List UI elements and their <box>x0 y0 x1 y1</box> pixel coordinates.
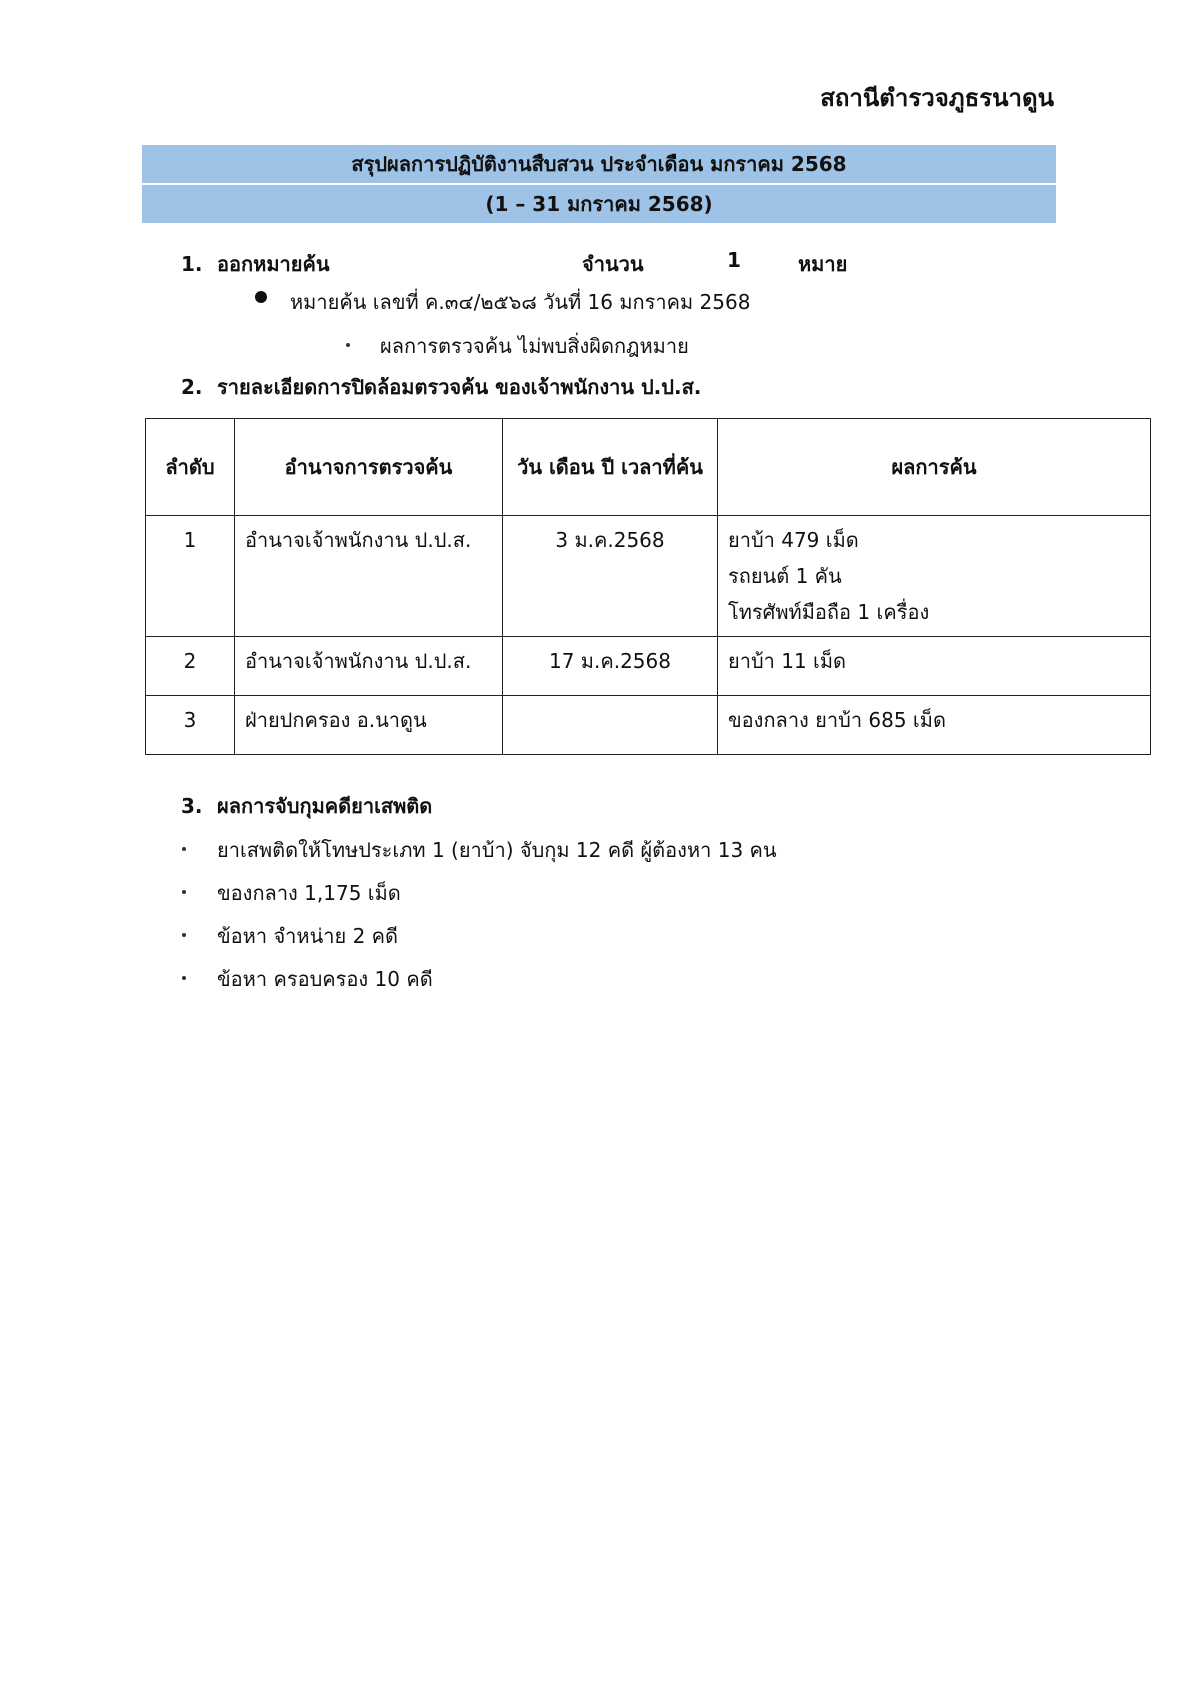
table-row <box>146 637 1151 696</box>
section-1-heading <box>181 248 330 280</box>
row-results <box>718 637 1151 696</box>
header-order: ลำดับ <box>146 419 235 516</box>
result-line: ของกลาง ยาบ้า 685 เม็ด <box>728 708 946 732</box>
banner-period: (1 – 31 มกราคม 2568) <box>142 183 1056 223</box>
row-date: 17 ม.ค.2568 <box>503 637 718 696</box>
search-result: ผลการตรวจค้น ไม่พบสิ่งผิดกฎหมาย <box>380 334 689 358</box>
summary-banner <box>142 145 1056 223</box>
arrest-summary: ยาเสพติดให้โทษประเภท 1 (ยาบ้า) จับกุม 12 คดี ผู้ต้องหา 13 คน <box>217 838 777 862</box>
banner-title: สรุปผลการปฏิบัติงานสืบสวน ประจำเดือน มกราคม 2568 <box>142 145 1056 183</box>
bullet-icon <box>182 976 186 980</box>
section-2-number: 2. <box>181 375 203 399</box>
section-3-heading <box>181 790 432 822</box>
evidence-total: ของกลาง 1,175 เม็ด <box>217 881 401 905</box>
result-line: รถยนต์ 1 คัน <box>728 564 842 588</box>
result-line: ยาบ้า 11 เม็ด <box>728 649 847 673</box>
row-date <box>503 696 718 755</box>
section-1-count: 1 <box>727 248 741 272</box>
row-authority: ฝ่ายปกครอง อ.นาดูน <box>235 696 503 755</box>
section-1-number: 1. <box>181 252 203 276</box>
header-result: ผลการค้น <box>718 419 1151 516</box>
row-results <box>718 516 1151 637</box>
warrant-detail: หมายค้น เลขที่ ค.๓๔/๒๕๖๘ วันที่ 16 มกราคม 2568 <box>290 290 751 314</box>
row-number: 3 <box>146 696 235 755</box>
table-header-row <box>146 419 1151 516</box>
table-row <box>146 696 1151 755</box>
bullet-icon <box>346 343 350 347</box>
row-authority: อำนาจเจ้าพนักงาน ป.ป.ส. <box>235 637 503 696</box>
row-number: 2 <box>146 637 235 696</box>
section-3-number: 3. <box>181 794 203 818</box>
bullet-icon <box>182 847 186 851</box>
bullet-icon <box>255 291 267 303</box>
search-results-table <box>145 418 1151 755</box>
header-date: วัน เดือน ปี เวลาที่ค้น <box>503 419 718 516</box>
result-line: โทรศัพท์มือถือ 1 เครื่อง <box>728 600 930 624</box>
header-authority: อำนาจการตรวจค้น <box>235 419 503 516</box>
section-2-label: รายละเอียดการปิดล้อมตรวจค้น ของเจ้าพนักงาน ป.ป.ส. <box>217 375 702 399</box>
bullet-icon <box>182 890 186 894</box>
result-line: ยาบ้า 479 เม็ด <box>728 528 859 552</box>
section-1-count-label: จำนวน <box>582 252 644 276</box>
row-authority: อำนาจเจ้าพนักงาน ป.ป.ส. <box>235 516 503 637</box>
charge-distribution: ข้อหา จำหน่าย 2 คดี <box>217 924 399 948</box>
section-2-heading <box>181 371 701 403</box>
section-1-label: ออกหมายค้น <box>217 252 330 276</box>
row-results <box>718 696 1151 755</box>
table-row <box>146 516 1151 637</box>
row-date: 3 ม.ค.2568 <box>503 516 718 637</box>
row-number: 1 <box>146 516 235 637</box>
bullet-icon <box>182 933 186 937</box>
section-1-unit: หมาย <box>798 252 848 276</box>
station-name: สถานีตำรวจภูธรนาดูน <box>820 84 1054 112</box>
charge-possession: ข้อหา ครอบครอง 10 คดี <box>217 967 433 991</box>
section-3-label: ผลการจับกุมคดียาเสพติด <box>217 794 433 818</box>
